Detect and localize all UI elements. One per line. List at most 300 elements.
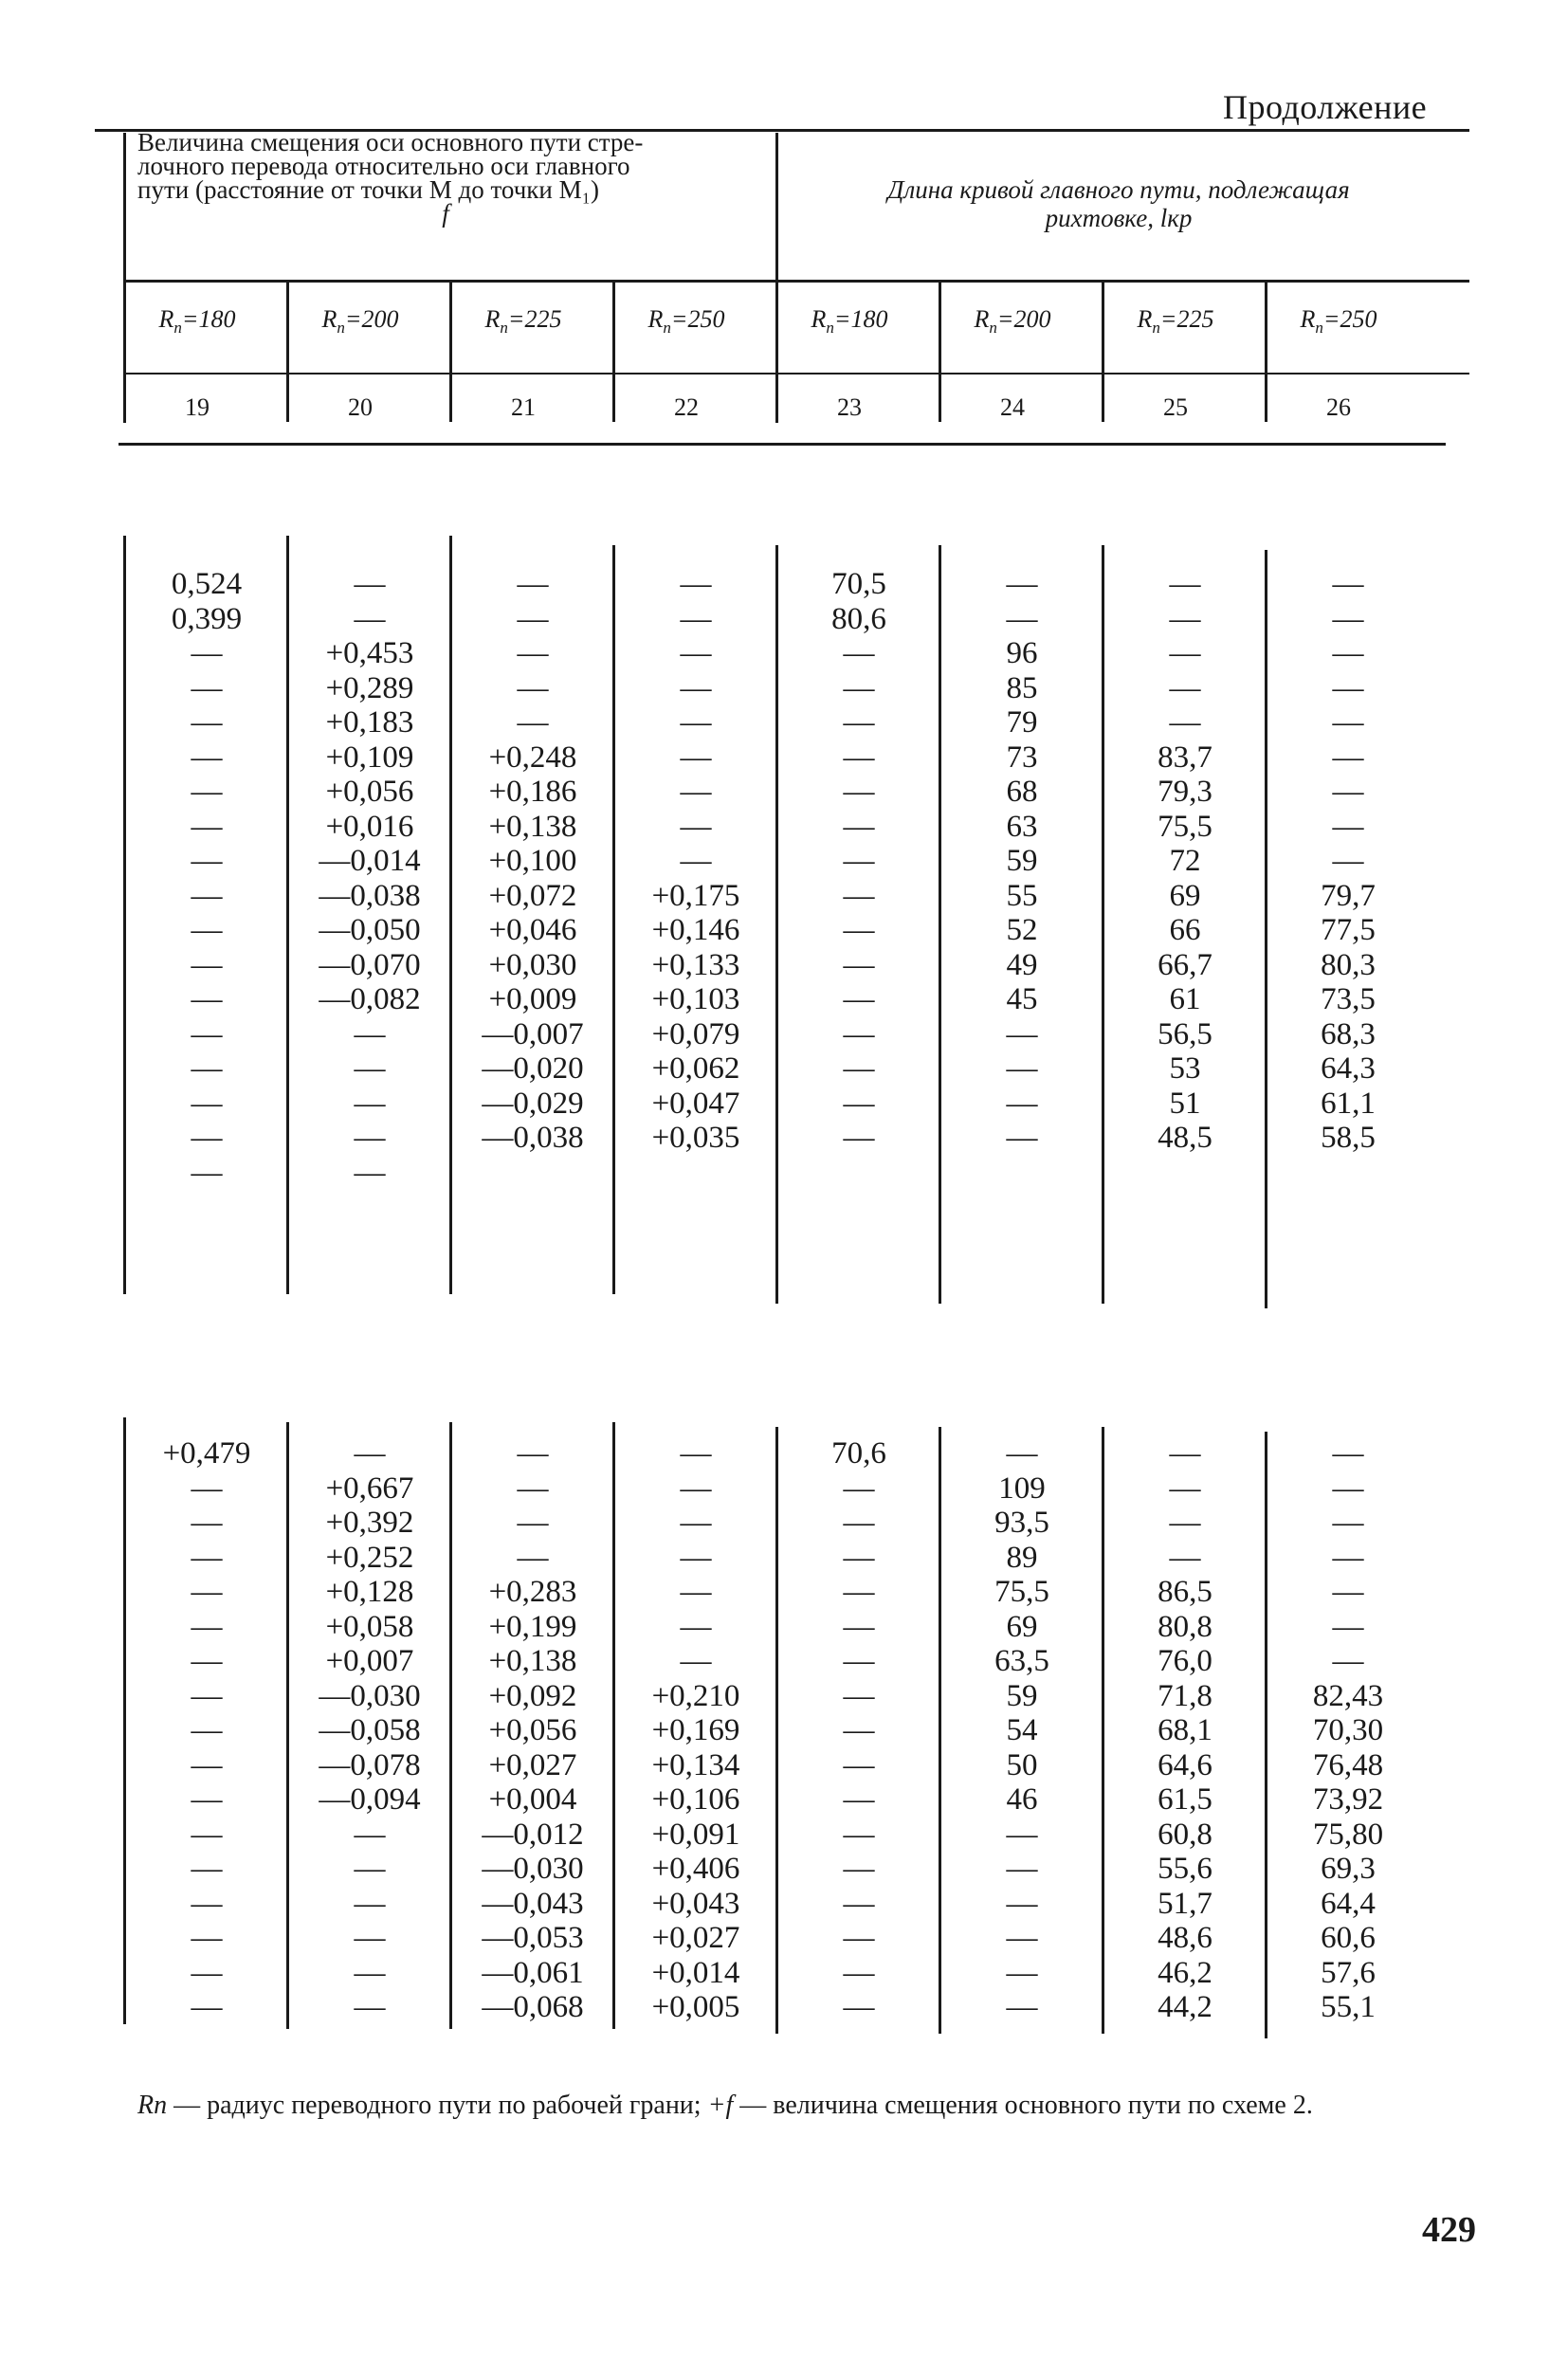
table-cell: — [1332,567,1364,601]
radius-symbol: R [1300,305,1316,333]
table-cell: +0,392 [325,1506,414,1540]
table-cell: +0,030 [488,947,577,982]
table-cell: — [354,1921,386,1955]
block1-column-4 [615,567,776,1190]
table-cell: — [680,670,712,705]
table-cell: 93,5 [994,1506,1049,1540]
table-cell: — [843,1782,875,1817]
table-cell: — [517,670,549,705]
table-cell: 61 [1169,982,1201,1016]
table-cell: — [354,1086,386,1121]
table-cell: 59 [1006,844,1038,878]
table-cell: +0,138 [488,809,577,844]
group-right-line-2: рихтовке, lкр [1045,204,1193,232]
table-cell: 80,3 [1321,947,1376,982]
table-cell: 72 [1169,844,1201,878]
table-cell: — [1169,636,1201,670]
header-mid-rule [123,280,1469,283]
table-cell: — [843,1713,875,1747]
table-cell: — [843,1575,875,1609]
table-cell: 44,2 [1158,1990,1212,2024]
table-cell: —0,058 [319,1713,421,1747]
table-cell: — [191,1155,223,1190]
header-left-border [123,133,126,423]
table-cell: — [843,1955,875,1990]
table-cell: — [354,1051,386,1086]
table-cell: — [354,1155,386,1190]
block1-column-5 [778,567,939,1190]
table-cell: +0,035 [651,1121,740,1155]
table-cell: — [191,1817,223,1852]
radius-label-4 [615,305,757,338]
table-cell: +0,079 [651,1016,740,1051]
block1-column-7 [1104,567,1266,1190]
table-cell: — [1006,567,1038,601]
table-cell: 63 [1006,809,1038,844]
header-group-right [796,175,1441,232]
table-cell: +0,183 [325,705,414,740]
table-cell: +0,062 [651,1051,740,1086]
table-cell: — [191,947,223,982]
table-cell: 64,6 [1158,1747,1212,1782]
table-cell: 66,7 [1158,947,1212,982]
table-cell: 76,48 [1312,1747,1384,1782]
table-cell: 54 [1006,1713,1038,1747]
table-cell: — [517,1540,549,1575]
radius-symbol: R [1137,305,1153,333]
block2-column-2 [289,1436,450,2025]
radius-subscript: п [337,319,345,338]
radius-symbol: R [811,305,827,333]
table-cell: — [1332,601,1364,636]
table-cell: — [1006,1016,1038,1051]
table-cell: 46 [1006,1782,1038,1817]
table-cell: — [843,1747,875,1782]
table-cell: —0,029 [482,1086,584,1121]
table-cell: — [191,636,223,670]
table-cell: — [1169,670,1201,705]
block1-column-3 [452,567,613,1190]
column-number-8: 26 [1326,393,1351,421]
table-cell: — [354,1852,386,1886]
table-cell: 0,399 [171,601,243,636]
radius-symbol: R [158,305,174,333]
table-cell: — [680,1644,712,1678]
table-cell: 63,5 [994,1644,1049,1678]
table-cell: — [191,1782,223,1817]
table-cell: — [1332,1644,1364,1678]
table-cell: +0,199 [488,1609,577,1644]
table-cell: +0,248 [488,740,577,775]
table-cell: — [1006,1955,1038,1990]
table-cell: — [1332,775,1364,809]
radius-subscript: п [663,319,671,338]
table-cell: — [843,1644,875,1678]
table-cell: — [843,670,875,705]
block1-column-2 [289,567,450,1190]
table-cell: — [354,567,386,601]
table-cell: — [354,1817,386,1852]
block2-column-6 [941,1436,1103,2025]
table-cell [452,1156,613,1191]
radius-subscript: п [1315,319,1323,338]
table-cell: +0,134 [651,1747,740,1782]
table-cell: — [1332,1609,1364,1644]
page-title: Продолжение [1223,88,1428,126]
column-number-7: 25 [1163,393,1188,421]
block1-column-1 [126,567,287,1190]
table-cell: +0,106 [651,1782,740,1817]
table-cell: —0,094 [319,1782,421,1817]
radius-label-1 [126,305,268,338]
radius-value: =225 [1159,305,1214,333]
table-cell: — [1169,567,1201,601]
table-cell: 75,5 [994,1575,1049,1609]
table-cell: 50 [1006,1747,1038,1782]
table-cell: +0,186 [488,775,577,809]
table-cell: — [191,775,223,809]
table-cell: +0,016 [325,809,414,844]
table-cell: — [191,1644,223,1678]
table-cell: 83,7 [1158,740,1212,775]
table-cell: +0,004 [488,1782,577,1817]
table-cell: 45 [1006,982,1038,1016]
table-cell: — [843,1921,875,1955]
table-cell: — [680,1506,712,1540]
table-cell: —0,053 [482,1921,584,1955]
table-cell: +0,100 [488,844,577,878]
table-cell: 55,1 [1321,1990,1376,2024]
table-cell: — [680,636,712,670]
table-cell: — [843,705,875,740]
table-cell: — [843,1121,875,1155]
table-cell: — [843,1852,875,1886]
table-cell: — [191,1506,223,1540]
group-left-symbol: f [442,199,449,228]
table-cell: 69 [1006,1609,1038,1644]
table-cell: — [1332,1506,1364,1540]
header-group-left [137,128,754,228]
radius-value: =250 [670,305,725,333]
table-cell: 80,6 [831,601,886,636]
table-cell: +0,047 [651,1086,740,1121]
radius-value: =200 [344,305,399,333]
table-cell [1104,1156,1266,1191]
table-cell: +0,479 [162,1436,251,1471]
radius-subscript: п [1152,319,1160,338]
table-cell: — [680,809,712,844]
table-cell: —0,038 [319,878,421,913]
table-cell: 59 [1006,1678,1038,1713]
table-cell: — [843,1051,875,1086]
table-cell: +0,103 [651,982,740,1016]
table-cell: — [1006,1990,1038,2024]
table-cell: — [191,1540,223,1575]
table-cell: +0,453 [325,636,414,670]
table-cell: 0,524 [171,567,243,601]
table-cell: — [1332,705,1364,740]
header-sub-rule [123,373,1469,375]
table-cell: +0,027 [651,1921,740,1955]
column-number-3: 21 [511,393,536,421]
table-cell: — [680,775,712,809]
radius-label-7 [1104,305,1247,338]
table-cell: — [843,636,875,670]
table-cell: — [354,1121,386,1155]
radius-symbol: R [974,305,990,333]
table-cell: 64,4 [1321,1886,1376,1921]
table-cell: +0,283 [488,1575,577,1609]
table-cell: — [680,1436,712,1471]
table-cell: +0,146 [651,913,740,947]
table-cell: +0,138 [488,1644,577,1678]
footnote-text-1: — радиус переводного пути по рабочей грани; [167,2091,708,2120]
table-cell: — [191,1852,223,1886]
table-cell: — [191,1609,223,1644]
table-cell: +0,072 [488,878,577,913]
table-cell: 85 [1006,670,1038,705]
table-cell: — [1169,1506,1201,1540]
table-cell: — [680,844,712,878]
table-cell: — [1006,1852,1038,1886]
table-cell: 82,43 [1312,1678,1384,1713]
table-cell: —0,061 [482,1955,584,1990]
table-cell: 48,5 [1158,1121,1212,1155]
table-cell: — [354,601,386,636]
table-cell: 70,5 [831,567,886,601]
table-cell: +0,005 [651,1990,740,2024]
table-cell: — [191,1955,223,1990]
table-cell: 70,6 [831,1436,886,1471]
table-cell: —0,012 [482,1817,584,1852]
table-cell: — [191,878,223,913]
table-cell: 55 [1006,878,1038,913]
table-cell: — [354,1990,386,2024]
table-cell: 71,8 [1158,1678,1212,1713]
table-cell: — [1332,670,1364,705]
page-number: 429 [1422,2210,1476,2250]
table-cell: — [517,1436,549,1471]
column-number-6: 24 [1000,393,1025,421]
table-cell: — [191,1016,223,1051]
group-left-line-2: лочного перевода относительно оси главного [137,152,630,180]
table-cell: — [191,1121,223,1155]
table-cell: — [843,878,875,913]
radius-subscript: п [989,319,997,338]
table-cell: +0,046 [488,913,577,947]
table-cell: —0,070 [319,947,421,982]
table-cell: —0,020 [482,1051,584,1086]
radius-value: =180 [181,305,236,333]
table-cell: — [843,775,875,809]
table-cell: —0,043 [482,1886,584,1921]
table-cell: — [517,1471,549,1506]
radius-label-3 [452,305,594,338]
table-cell: 60,6 [1321,1921,1376,1955]
table-cell: +0,091 [651,1817,740,1852]
table-cell: 79 [1006,705,1038,740]
table-cell: — [680,601,712,636]
table-cell: — [843,1540,875,1575]
table-cell: +0,009 [488,982,577,1016]
table-cell: 69 [1169,878,1201,913]
column-number-1: 19 [185,393,210,421]
table-cell: — [1332,1575,1364,1609]
table-cell: 48,6 [1158,1921,1212,1955]
table-cell: +0,133 [651,947,740,982]
table-cell: —0,007 [482,1016,584,1051]
table-cell: 55,6 [1158,1852,1212,1886]
table-cell: — [1006,1121,1038,1155]
table-cell [1267,1156,1429,1191]
table-cell: 89 [1006,1540,1038,1575]
radius-value: =225 [507,305,562,333]
table-cell: 52 [1006,913,1038,947]
block2-column-8 [1267,1436,1429,2025]
block2-column-1 [126,1436,287,2025]
table-cell: 79,7 [1321,878,1376,913]
header-group-divider [775,133,778,423]
footnote-symbol: Rп [137,2091,168,2120]
table-cell: — [191,982,223,1016]
table-cell: 53 [1169,1051,1201,1086]
table-cell: — [1169,1540,1201,1575]
table-cell: — [1169,1471,1201,1506]
table-cell: +0,169 [651,1713,740,1747]
table-cell: — [843,982,875,1016]
table-cell: +0,014 [651,1955,740,1990]
table-cell: 46,2 [1158,1955,1212,1990]
table-cell: — [843,1678,875,1713]
table-cell: — [680,1540,712,1575]
radius-label-5 [778,305,921,338]
table-cell: — [191,1575,223,1609]
table-cell: — [191,670,223,705]
table-cell: — [1332,636,1364,670]
table-cell: — [843,1471,875,1506]
radius-value: =200 [996,305,1051,333]
radius-label-6 [941,305,1084,338]
table-cell: —0,078 [319,1747,421,1782]
table-cell: 70,30 [1312,1713,1384,1747]
table-cell: — [843,1086,875,1121]
table-cell: — [843,1506,875,1540]
table-cell: 66 [1169,913,1201,947]
table-cell: — [191,1051,223,1086]
table-cell: 68,3 [1321,1016,1376,1051]
block2-column-3 [452,1436,613,2025]
table-cell: — [1332,1471,1364,1506]
table-cell: — [191,844,223,878]
table-cell: +0,252 [325,1540,414,1575]
table-cell: 58,5 [1321,1121,1376,1155]
table-cell: 75,80 [1312,1817,1384,1852]
table-cell: — [354,1016,386,1051]
table-cell: 60,8 [1158,1817,1212,1852]
block1-column-8 [1267,567,1429,1190]
column-number-4: 22 [674,393,699,421]
table-cell: 68,1 [1158,1713,1212,1747]
table-cell: — [1332,1436,1364,1471]
table-cell: +0,210 [651,1678,740,1713]
table-cell: — [191,809,223,844]
table-cell: +0,092 [488,1678,577,1713]
table-cell: 109 [998,1471,1046,1506]
table-cell: 86,5 [1158,1575,1212,1609]
table-cell: +0,406 [651,1852,740,1886]
table-cell: +0,056 [488,1713,577,1747]
table-cell: — [843,1990,875,2024]
table-cell: — [1006,1817,1038,1852]
table-cell: — [354,1886,386,1921]
table-cell: — [191,1086,223,1121]
table-cell: — [191,705,223,740]
table-cell: — [1332,809,1364,844]
table-cell: — [517,601,549,636]
radius-label-2 [289,305,431,338]
table-cell: — [191,1713,223,1747]
table-cell: 49 [1006,947,1038,982]
table-cell: 57,6 [1321,1955,1376,1990]
table-cell: +0,128 [325,1575,414,1609]
table-cell: —0,068 [482,1990,584,2024]
table-cell: 76,0 [1158,1644,1212,1678]
table-cell: — [191,1747,223,1782]
table-cell: +0,175 [651,878,740,913]
table-cell: 51 [1169,1086,1201,1121]
group-right-line-1: Длина кривой главного пути, подлежащая [887,175,1350,204]
table-cell: 69,3 [1321,1852,1376,1886]
table-cell [778,1156,939,1191]
column-number-2: 20 [348,393,373,421]
table-cell: — [1332,844,1364,878]
radius-symbol: R [484,305,501,333]
table-cell: 56,5 [1158,1016,1212,1051]
table-cell: —0,082 [319,982,421,1016]
table-cell [941,1156,1103,1191]
table-cell: — [191,1990,223,2024]
table-cell: — [517,636,549,670]
table-cell: 75,5 [1158,809,1212,844]
table-cell: — [1006,601,1038,636]
table-cell: — [843,1886,875,1921]
header-bottom-rule [119,443,1446,446]
table-cell [615,1156,776,1191]
table-cell: — [843,1817,875,1852]
table-cell: —0,014 [319,844,421,878]
table-cell: — [1332,1540,1364,1575]
group-left-line-3: пути (расстояние от точки M до точки M₁) [137,175,600,204]
radius-symbol: R [321,305,337,333]
table-cell: 51,7 [1158,1886,1212,1921]
table-cell: — [680,740,712,775]
table-cell: —0,050 [319,913,421,947]
table-cell: 73,92 [1312,1782,1384,1817]
table-cell: —0,030 [482,1852,584,1886]
footnote [137,2091,1484,2121]
table-cell: +0,007 [325,1644,414,1678]
table-cell: 73,5 [1321,982,1376,1016]
table-cell: — [517,705,549,740]
table-cell: —0,030 [319,1678,421,1713]
radius-subscript: п [173,319,182,338]
table-cell: 79,3 [1158,775,1212,809]
block2-column-4 [615,1436,776,2025]
radius-symbol: R [647,305,664,333]
table-cell: — [680,567,712,601]
table-cell: — [843,844,875,878]
radius-subscript: п [500,319,508,338]
